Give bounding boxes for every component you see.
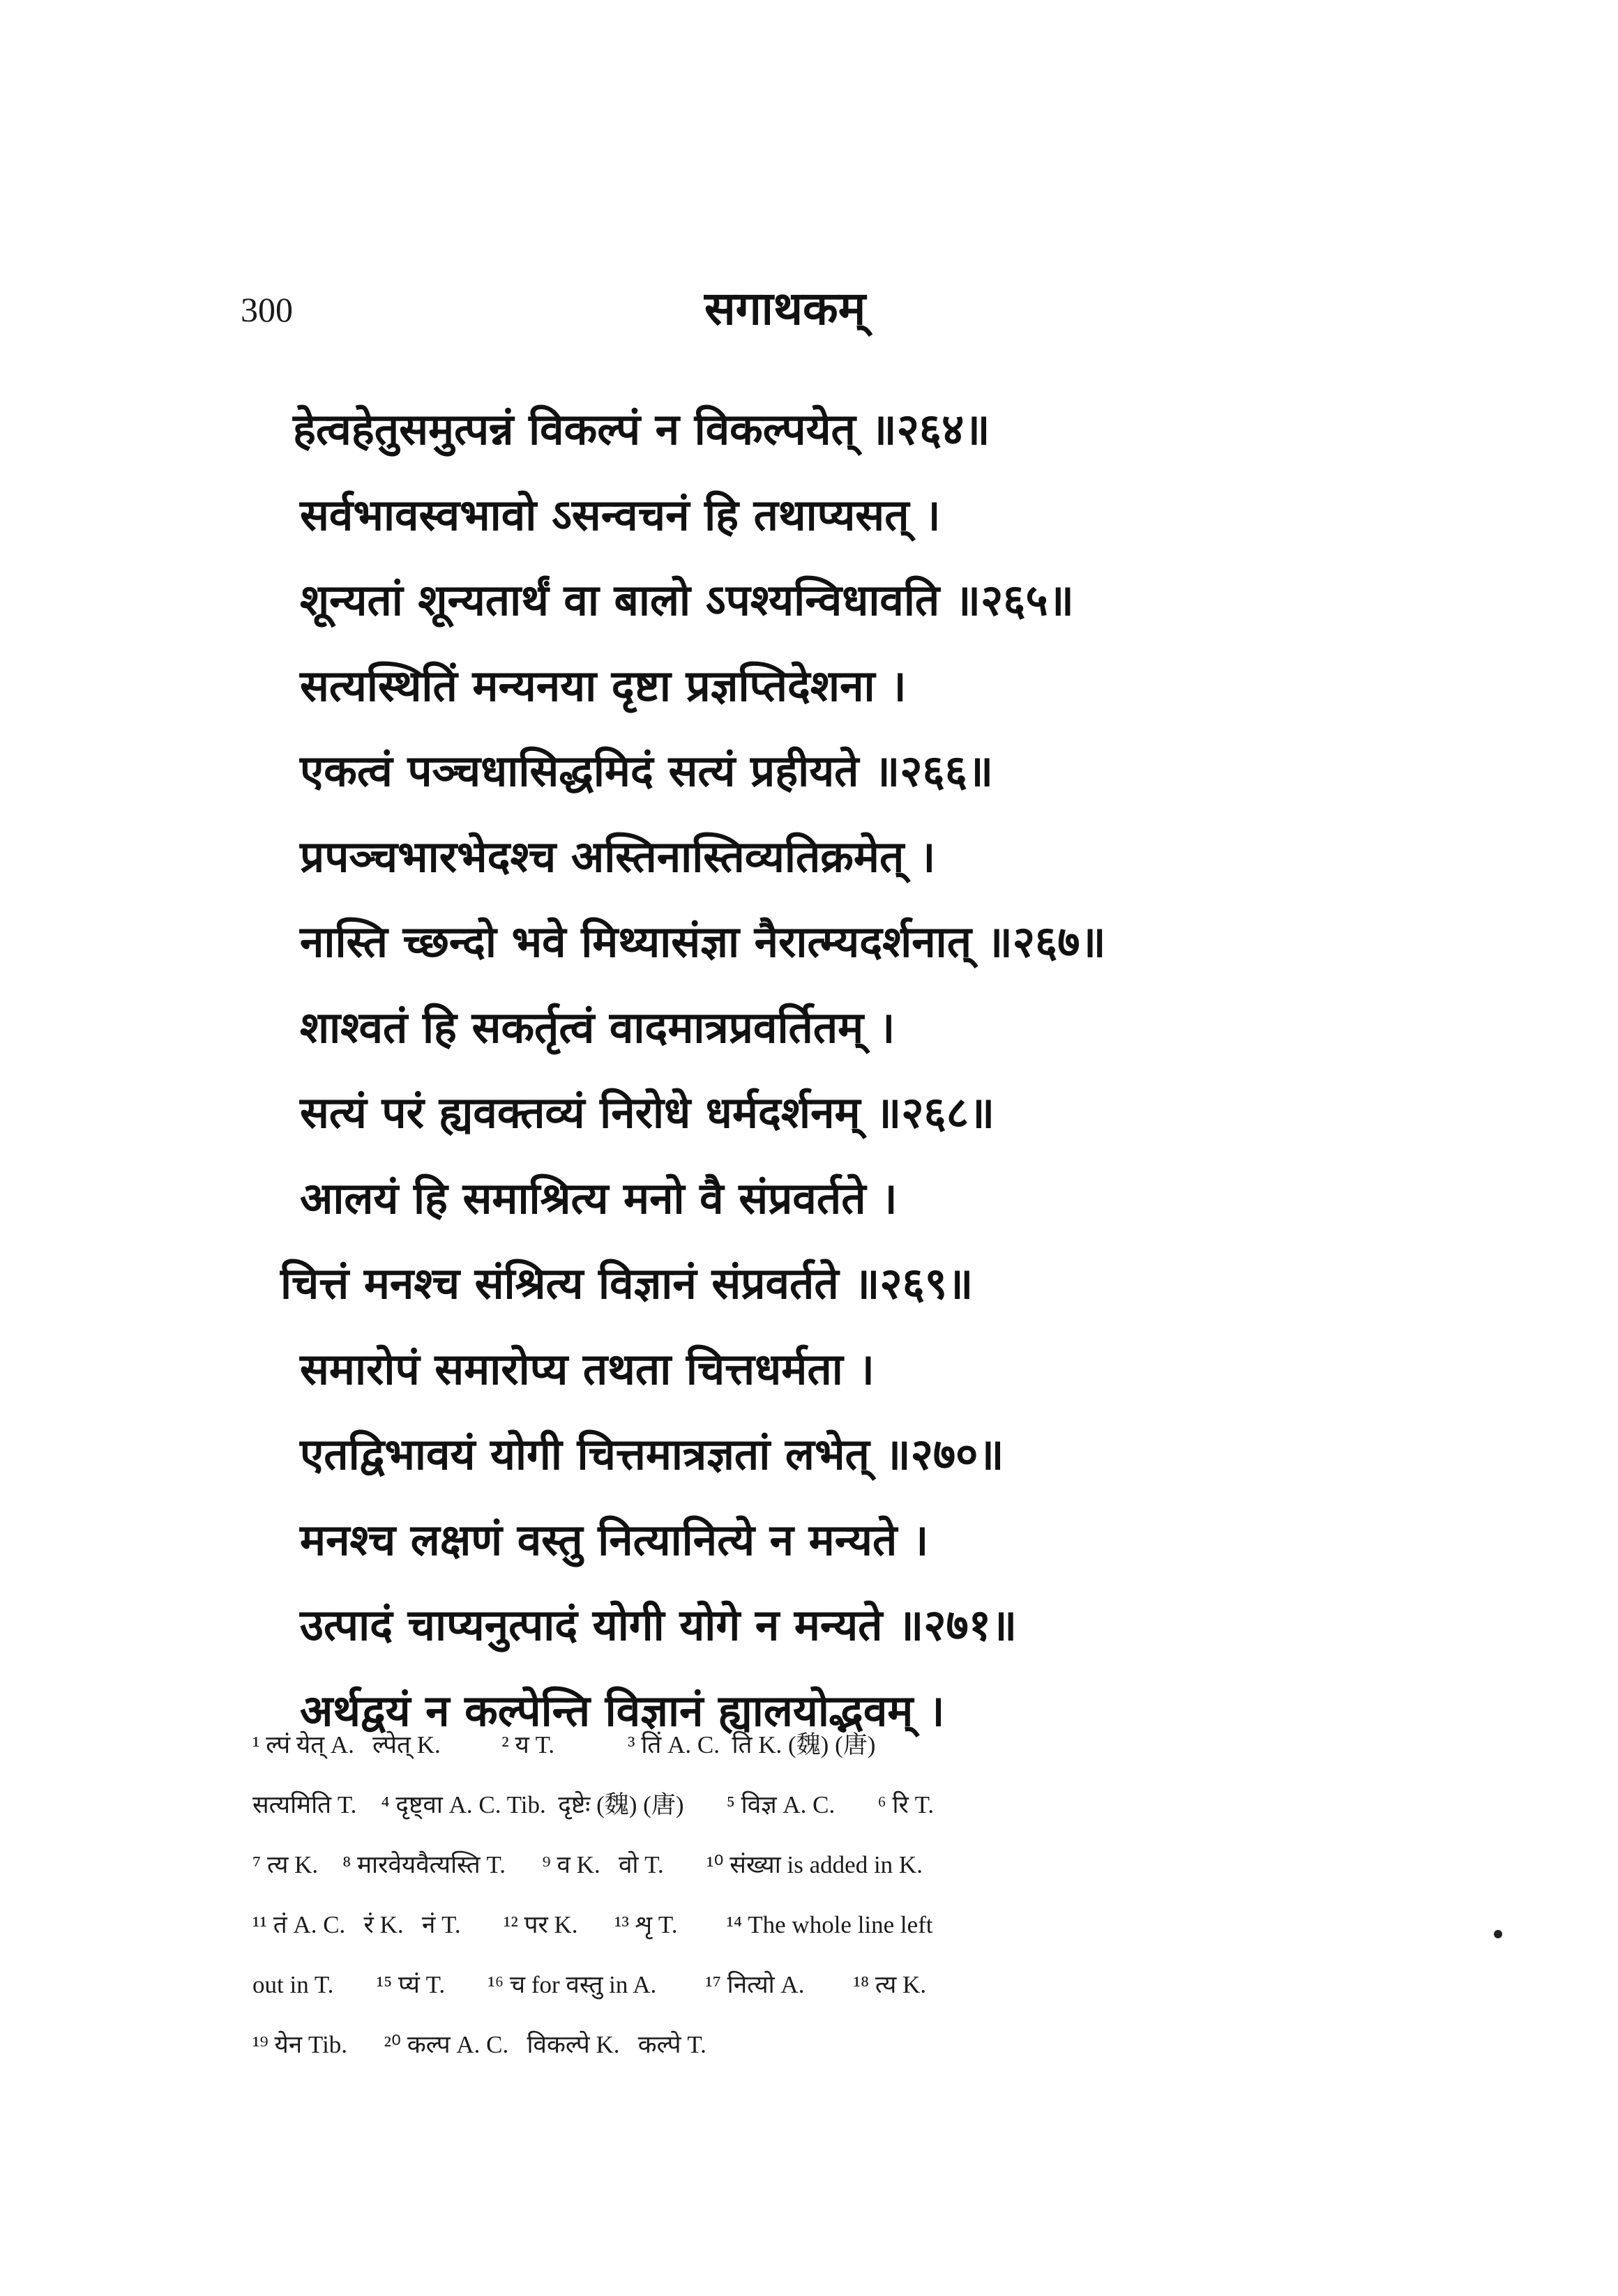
- page-number: 300: [241, 290, 293, 329]
- verse-line: प्रपञ्चभारभेदश्च अस्तिनास्तिव्यतिक्रमेत् ।: [300, 830, 936, 882]
- running-title: सगाथकम्: [704, 281, 866, 335]
- verse-line: एकत्वं पञ्चधासिद्धमिदं सत्यं प्रहीयते ॥२६६॥: [300, 745, 994, 796]
- verse-line: शून्यतां शून्यतार्थं वा बालो ऽपश्यन्विधावति ॥२६५॥: [300, 575, 1074, 625]
- verse-line: हेत्वहेतुसमुत्पन्नं विकल्पं न विकल्पयेत् ॥२६४॥: [293, 404, 990, 455]
- footnote-line: ⁷ त्य K. ⁸ मारवेयवैत्यस्ति T. ⁹ व K. वो T. ¹⁰ संख्या is added in K.: [252, 1851, 923, 1878]
- verse-line: सत्यं परं ह्यवक्तव्यं निरोधे धर्मदर्शनम् ॥२६८॥: [300, 1087, 995, 1138]
- verse-line: समारोपं समारोप्य तथता चित्तधर्मता ।: [300, 1343, 875, 1394]
- footnote-line: out in T. ¹⁵ प्यं T. ¹⁶ च for वस्तु in A. ¹⁷ नित्यो A. ¹⁸ त्य K.: [252, 1971, 927, 1998]
- verse-line: सर्वभावस्वभावो ऽसन्वचनं हि तथाप्यसत् ।: [300, 489, 941, 540]
- footnotes-block: [252, 1715, 1508, 2075]
- verse-block: [280, 387, 1492, 1754]
- verse-line: शाश्वतं हि सकर्तृत्वं वादमात्रप्रवर्तितम् ।: [300, 1001, 895, 1053]
- footnote-line: सत्यमिति T. ⁴ दृष्ट्वा A. C. Tib. दृष्टेः (魏) (唐) ⁵ विज्ञ A. C. ⁶ रि T.: [252, 1791, 935, 1818]
- verse-line: उत्पादं चाप्यनुत्पादं योगी योगे न मन्यते ॥२७१॥: [300, 1599, 1018, 1650]
- verse-line: चित्तं मनश्च संश्रित्य विज्ञानं संप्रवर्तते ॥२६९॥: [280, 1258, 974, 1309]
- verse-line: अर्थद्वयं न कल्पेन्ति विज्ञानं ह्यालयोद्भवम् ।: [300, 1685, 945, 1736]
- verse-line: एतद्विभावयं योगी चित्तमात्रज्ञतां लभेत् ॥२७०॥: [300, 1429, 1004, 1480]
- margin-mark: [1494, 1930, 1502, 1938]
- verse-line: सत्यस्थितिं मन्यनया दृष्टा प्रज्ञप्तिदेशना ।: [300, 660, 907, 711]
- footnote-line: ¹⁹ येन Tib. ²⁰ कल्प A. C. विकल्पे K. कल्पे T.: [252, 2031, 706, 2058]
- footnote-line: ¹ ल्पं येत् A. ल्पेत् K. ² य T. ³ तिं A. C. ति K. (魏) (唐): [252, 1731, 876, 1758]
- verse-line: नास्ति च्छन्दो भवे मिथ्यासंज्ञा नैरात्म्यदर्शनात् ॥२६७॥: [300, 916, 1106, 967]
- verse-line: आलयं हि समाश्रित्य मनो वै संप्रवर्तते ।: [300, 1172, 898, 1224]
- footnote-line: ¹¹ तं A. C. रं K. नं T. ¹² पर K. ¹³ शृ T. ¹⁴ The whole line left: [252, 1911, 933, 1938]
- verse-line: मनश्च लक्षणं वस्तु नित्यानित्ये न मन्यते ।: [300, 1514, 929, 1565]
